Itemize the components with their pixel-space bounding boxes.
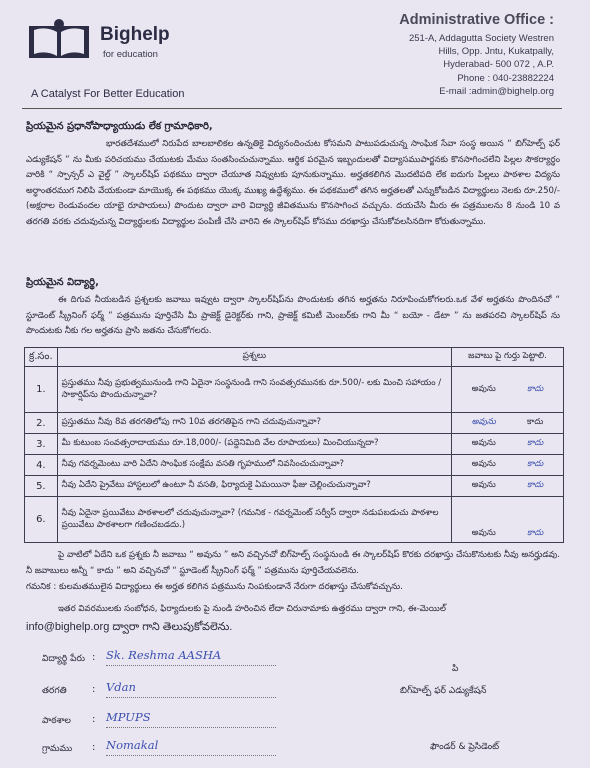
column-header-serial: క్ర.సం.	[25, 348, 58, 367]
table-header-row	[25, 348, 564, 367]
column-header-questions: ప్రశ్నలు	[57, 348, 451, 367]
table-row	[25, 413, 564, 434]
table-row	[25, 476, 564, 497]
question-text: ప్రస్తుతము నీవు ప్రభుత్వమునుండి గాని ఏదైనా సంస్థనుండి గాని సంవత్సరమునకు రూ.500/- లకు మించి సహాయం / సాకార్షిప్‌ను పొందుచున్నావా?	[57, 367, 451, 413]
answer-no-option[interactable]: కాదు	[527, 528, 544, 538]
answer-yes-option[interactable]: అవును	[471, 459, 496, 469]
open-book-logo-icon	[28, 18, 90, 62]
brand-subtitle: for education	[103, 49, 158, 60]
signature-mark: పి	[452, 664, 459, 674]
answer-yes-option[interactable]: అవును	[471, 438, 496, 448]
row-number: 1.	[25, 367, 58, 413]
organization-signature: బిగ్‌హెల్ప్ ఫర్ ఎడ్యుకేషన్	[400, 686, 487, 696]
answer-no-option[interactable]: కాదు	[527, 417, 544, 427]
salutation-student: ప్రియమైన విద్యార్థి,	[26, 277, 99, 288]
tagline: A Catalyst For Better Education	[31, 88, 185, 100]
student-name-line	[106, 665, 276, 666]
village-line	[106, 755, 276, 756]
school-value[interactable]: MPUPS	[106, 710, 151, 724]
answer-yes-option[interactable]: అవును	[471, 480, 496, 490]
answer-no-option[interactable]: కాదు	[527, 459, 544, 469]
class-line	[106, 697, 276, 698]
column-header-answer: జవాబు పై గుర్తు పెట్టాలి.	[452, 348, 564, 367]
class-label: తరగతి	[42, 686, 67, 696]
row-number: 6.	[25, 497, 58, 543]
village-label: గ్రామము	[42, 744, 73, 754]
row-number: 5.	[25, 476, 58, 497]
answer-yes-option[interactable]: అవును	[471, 383, 496, 394]
table-row	[25, 367, 564, 413]
table-row	[25, 497, 564, 543]
answer-yes-option[interactable]: అవును	[471, 417, 496, 427]
row-number: 3.	[25, 434, 58, 455]
email-address: E-mail :admin@bighelp.org	[439, 85, 554, 97]
question-text: నీవు గవర్నమెంటు వారి ఏదేని సాంఘిక సంక్షేమ వసతి గృహములో నివసించుచున్నావా?	[57, 455, 451, 476]
question-text: మీ కుటుంబ సంవత్సరాదాయము రూ.18,000/- (పద్దెనిమిది వేల రూపాయలు) మించియున్నదా?	[57, 434, 451, 455]
salutation-headmaster: ప్రియమైన ప్రధానోపాధ్యాయుడు లేక గ్రామాధికారి,	[26, 121, 213, 132]
village-value[interactable]: Nomakal	[106, 738, 159, 752]
header-divider	[22, 108, 562, 109]
address-line: Hills, Opp. Jntu, Kukatpally,	[438, 46, 554, 58]
contact-email-line: info@bighelp.org ద్వారా గాని తెలుపుకోవలెను.	[26, 621, 233, 633]
brand-name: Bighelp	[100, 24, 170, 45]
student-name-label: విద్యార్థి పేరు	[42, 654, 85, 664]
office-title: Administrative Office :	[399, 12, 554, 28]
document-page: Bighelp for education A Catalyst For Better Education Administrative Office : 251-A, Addagutta Society Westren Hills, Opp. Jntu, Kukatpally, Hyderabad- 500 072 , A.P. Phone : 040-23882224 E-mail :admin@bighelp.org ప్రియమైన ప్రధానోపాధ్యాయుడు లేక గ్రామాధికారి, భారతదేశములో నిరుపేద బాలబాలికల ఉన్నతికై విద్యనందించుట కోసమని పాటుపడుచున్న సాంఘిక సేవా సంస్థ అయిన “ బిగ్‌హెల్ప్ ఫర్ ఎడ్యుకేషన్ ” ను మీకు పరిచయము చేయుటకు మేము సంతసించుచున్నాము. ఆర్థిక పరమైన ఇబ్బందులతో విద్యాసముపార్జనకు కొనసాగించలేని పిల్లల సౌకర్యార్ధం వారికి “ స్పాన్సర్ ఎ వైల్డ్ ” స్కాలర్‌షిప్ పథకము ద్వారా చేయూత నివ్వుటకు పూనుకున్నాము. అర్హతకలిగిన మొదటిపది లేక ఐదుగు పిల్లలు పాఠశాల విద్యను అర్ధాంతరముగ నిలిపి వేయకుండా మాయొక్క ఈ పథకము యొక్క ముఖ్య ఉద్దేశ్యము. ఈ పథకములో తగిన అర్హతలతో ఎన్నుకోబడిన విద్యార్థులు నెలకు రూ.250/-(అక్షరాల రెండువందల యాభై రూపాయలు) పొందుట ద్వారా వారి విద్యార్థి జీవితమును కొనసాగించ వచ్చును. దయచేసి మీరు ఈ పత్రములను 8 నుండి 10 వ తరగతి వరకు చదువుచున్న విద్యార్థులకు విద్యార్థుల పంపిణీ చేసి వారిని ఈ స్కాలర్‌షిప్ కోసము దరఖాస్తు చేసుకోవలసినదిగా కోరుతున్నాము. ప్రియమైన విద్యార్థి, ఈ దిగువ నీయబడిన ప్రశ్నలకు జవాబు ఇవ్వుట ద్వారా స్కాలర్‌షిప్‌ను పొందుటకు తగిన అర్హతను నిరూపించుకోగలరు.ఒక వేళ అర్హతను పొందినచో “ స్టూడెంట్ స్క్రీనింగ్ ఫర్మ్ ” పత్రమును పూర్తిచేసి మీ ప్రాజెక్ట్ డైరెక్టర్‌కు గాని, ప్రాజెక్ట్ కమిటీ మెంబర్‌కు గాని మీ “ బయో - డేటా ” ను జతపరచి స్కాలర్‌షిప్ ను పొందుటకు నీకు గల అర్హతను ప్రాసి జతను చేసుకోగలరు. క్ర.సం. ప్రశ్నలు జవాబు పై గుర్తు పెట్టాలి. 1. ప్రస్తుతము నీవు ప్రభుత్వమునుండి గాని ఏదైనా సంస్థనుండి గాని సంవత్సరమునకు రూ.500/- లకు మించి సహాయం / సాకార్షిప్‌ను పొందుచున్నావా? అవును కాదు 2. ప్రస్తుతము నీవు 8వ తరగతిలోపు గాని 10వ తరగతిపైన గాని చదువుచున్నావా? అవును కాదు 3. మీ కుటుంబ సంవత్సరాదాయము రూ.18,000/- (పద్దెనిమిది వేల రూపాయలు) మించియున్నదా? అవును కాదు 4. నీవు గవర్నమెంటు వారి ఏదేని సాంఘిక సంక్షేమ వసతి గృహములో నివసించుచున్నావా? అవును కాదు 5. నీవు ఏదేని ప్రైవేటు హాస్టలులో ఉంటూ నీ వసతి, ఫిర్యాదుకై ఏమయినా ఫీజు చెల్లించుచున్నావా? అవును కాదు 6. నీవు ఏదైనా ప్రయివేటు పాఠశాలలో చదువుచున్నావా? (గమనిక - గవర్నమెంట్ సర్వీస్ ద్వారా నడుపబడుచు పాఠశాల ప్రయివేటు పాఠశాలగా గణించబడదు.) అవును కాదు పై వాటిలో ఏదేని ఒక ప్రశ్నకు నీ జవాబు “ అవును ” అని వచ్చినచో బిగ్‌హెల్ప్ సంస్థనుండి ఈ స్కాలర్‌షిప్ కొరకు దరఖాస్తు చేసుకొనుటకు నీవు అనర్హుడవు. నీ జవాబులు అన్నీ “ కాదు ” అని వచ్చినచో “ స్టూడెంట్ స్క్రీనింగ్ ఫర్మ్ ” పత్రమును పూర్తిచేయవలెను. గమనిక : కులమతములైన విద్యార్థులు ఈ అర్హత కలిగిన పత్రమును నింపకుండానే నేరుగా దరఖాస్తు చేసుకోవచ్చును. ఇతర వివరములకు సంబోధన, ఫిర్యాదులకు పై నుండి హరించిన లేదా చిరునామాకు ఉత్తరము ద్వారా గాని, ఈ-మెయిల్ info@bighelp.org ద్వారా గాని తెలుపుకోవలెను. విద్యార్థి పేరు : Sk. Reshma AASHA తరగతి : Vdan పాఠశాల : MPUPS గ్రామము : Nomakal పి బిగ్‌హెల్ప్ ఫర్ ఎడ్యుకేషన్ ఫౌండర్ & ప్రెసిడెంట్	[0, 0, 590, 768]
student-name-value[interactable]: Sk. Reshma AASHA	[106, 648, 222, 662]
row-number: 2.	[25, 413, 58, 434]
school-line	[106, 727, 276, 728]
question-text: నీవు ఏదేని ప్రైవేటు హాస్టలులో ఉంటూ నీ వసతి, ఫిర్యాదుకై ఏమయినా ఫీజు చెల్లించుచున్నావా?	[57, 476, 451, 497]
answer-no-option[interactable]: కాదు	[527, 438, 544, 448]
intro-paragraph: భారతదేశములో నిరుపేద బాలబాలికల ఉన్నతికై విద్యనందించుట కోసమని పాటుపడుచున్న సాంఘిక సేవా సంస్థ అయిన “ బిగ్‌హెల్ప్ ఫర్ ఎడ్యుకేషన్ ” ను మీకు పరిచయము చేయుటకు మేము సంతసించుచున్నాము. ఆర్థిక పరమైన ఇబ్బందులతో విద్యాసముపార్జనకు కొనసాగించలేని పిల్లల సౌకర్యార్ధం వారికి “ స్పాన్సర్ ఎ వైల్డ్ ” స్కాలర్‌షిప్ పథకము ద్వారా చేయూత నివ్వుటకు పూనుకున్నాము. అర్హతకలిగిన మొదటిపది లేక ఐదుగు పిల్లలు పాఠశాల విద్యను అర్ధాంతరముగ నిలిపి వేయకుండా మాయొక్క ఈ పథకము యొక్క ముఖ్య ఉద్దేశ్యము. ఈ పథకములో తగిన అర్హతలతో ఎన్నుకోబడిన విద్యార్థులు నెలకు రూ.250/-(అక్షరాల రెండువందల యాభై రూపాయలు) పొందుట ద్వారా వారి విద్యార్థి జీవితమును కొనసాగించ వచ్చును. దయచేసి మీరు ఈ పత్రములను 8 నుండి 10 వ తరగతి వరకు చదువుచున్న విద్యార్థులకు విద్యార్థుల పంపిణీ చేసి వారిని ఈ స్కాలర్‌షిప్ కోసము దరఖాస్తు చేసుకోవలసినదిగా కోరుతున్నాము.	[26, 139, 560, 227]
question-text: ప్రస్తుతము నీవు 8వ తరగతిలోపు గాని 10వ తరగతిపైన గాని చదువుచున్నావా?	[57, 413, 451, 434]
answer-no-option[interactable]: కాదు	[527, 480, 544, 490]
contact-paragraph: ఇతర వివరములకు సంబోధన, ఫిర్యాదులకు పై నుండి హరించిన లేదా చిరునామాకు ఉత్తరము ద్వారా గాని, ఈ-మెయిల్	[58, 604, 446, 614]
table-row	[25, 455, 564, 476]
eligibility-questions-table	[24, 347, 564, 543]
question-text: నీవు ఏదైనా ప్రయివేటు పాఠశాలలో చదువుచున్నావా? (గమనిక - గవర్నమెంట్ సర్వీస్ ద్వారా నడుపబడుచు పాఠశాల ప్రయివేటు పాఠశాలగా గణించబడదు.)	[57, 497, 451, 543]
address-line: 251-A, Addagutta Society Westren	[408, 33, 554, 44]
note-paragraph: గమనిక : కులమతములైన విద్యార్థులు ఈ అర్హత కలిగిన పత్రమును నింపకుండానే నేరుగా దరఖాస్తు చేసుకోవచ్చును.	[26, 582, 403, 592]
phone-line: Phone : 040-23882224	[457, 72, 554, 84]
address-line: Hyderabad- 500 072 , A.P.	[443, 59, 554, 71]
school-label: పాఠశాల	[42, 716, 71, 726]
instructions-paragraph: ఈ దిగువ నీయబడిన ప్రశ్నలకు జవాబు ఇవ్వుట ద్వారా స్కాలర్‌షిప్‌ను పొందుటకు తగిన అర్హతను నిరూపించుకోగలరు.ఒక వేళ అర్హతను పొందినచో “ స్టూడెంట్ స్క్రీనింగ్ ఫర్మ్ ” పత్రమును పూర్తిచేసి మీ ప్రాజెక్ట్ డైరెక్టర్‌కు గాని, ప్రాజెక్ట్ కమిటీ మెంబర్‌కు గాని మీ “ బయో - డేటా ” ను జతపరచి స్కాలర్‌షిప్ ను పొందుటకు నీకు గల అర్హతను ప్రాసి జతను చేసుకోగలరు.	[26, 295, 560, 337]
founder-signature: ఫౌండర్ & ప్రెసిడెంట్	[430, 742, 500, 752]
office-address-block	[334, 12, 554, 98]
row-number: 4.	[25, 455, 58, 476]
result-paragraph: పై వాటిలో ఏదేని ఒక ప్రశ్నకు నీ జవాబు “ అవును ” అని వచ్చినచో బిగ్‌హెల్ప్ సంస్థనుండి ఈ స్కాలర్‌షిప్ కొరకు దరఖాస్తు చేసుకొనుటకు నీవు అనర్హుడవు. నీ జవాబులు అన్నీ “ కాదు ” అని వచ్చినచో “ స్టూడెంట్ స్క్రీనింగ్ ఫర్మ్ ” పత్రమును పూర్తిచేయవలెను.	[26, 550, 560, 576]
table-row	[25, 434, 564, 455]
answer-no-option[interactable]: కాదు	[527, 383, 544, 394]
answer-yes-option[interactable]: అవును	[471, 528, 496, 538]
class-value[interactable]: Vdan	[106, 680, 136, 694]
